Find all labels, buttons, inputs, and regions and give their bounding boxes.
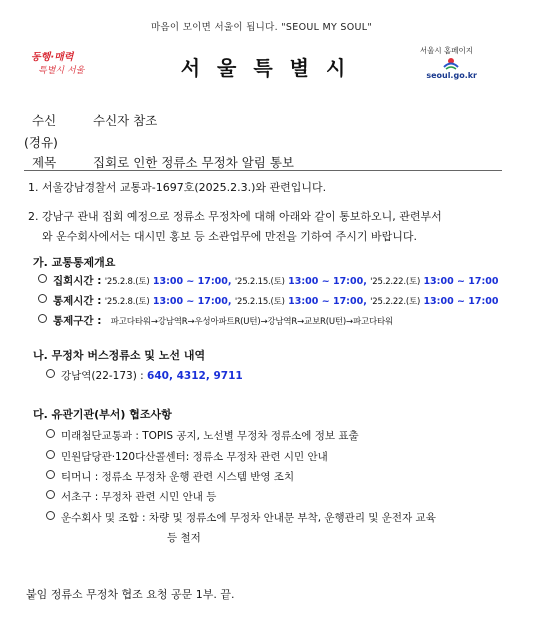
row-label: 통제시간 :: [53, 295, 102, 307]
seoul-symbol-icon: [442, 56, 460, 70]
list-item: [46, 428, 359, 443]
date-1: '25.2.8.(토): [104, 297, 150, 307]
date-2: '25.2.15.(토): [234, 277, 285, 287]
paragraph-1: 1. 서울강남경찰서 교통과-1697호(2025.2.3.)와 관련입니다.: [28, 181, 327, 194]
list-item-text: 운수회사 및 조합 : 차량 및 정류소에 무정차 안내문 부착, 운행관리 및 운전자 교육: [61, 512, 436, 524]
attachment-note: 붙임 정류소 무정차 협조 요청 공문 1부. 끝.: [26, 588, 235, 601]
via-key: (경유): [24, 135, 58, 150]
no-stop-bus-stop: [46, 368, 243, 383]
paragraph-2-line-1: 2. 강남구 관내 집회 예정으로 정류소 무정차에 대해 아래와 같이 통보하오니, 관련부서: [28, 210, 442, 223]
recipient-key: 수신: [32, 113, 57, 128]
date-3: '25.2.22.(토): [370, 277, 421, 287]
control-row-rally-time: [38, 273, 499, 288]
row-label: 집회시간 :: [53, 275, 102, 287]
homepage-url[interactable]: seoul.go.kr: [426, 71, 477, 80]
route-value: 파고다타워→강남역R→우성아파트R(U턴)→강남역R→교보R(U턴)→파고다타워: [110, 317, 394, 327]
time-1: 13:00 ~ 17:00,: [152, 296, 232, 307]
list-item: [46, 469, 294, 484]
time-2: 13:00 ~ 17:00,: [288, 296, 367, 307]
list-item: [46, 510, 436, 525]
circle-bullet-icon: [46, 429, 55, 438]
row-label: 통제구간 :: [53, 315, 102, 327]
list-item-text: 미래첨단교통과 : TOPIS 공지, 노선별 무정차 정류소에 정보 표출: [61, 430, 359, 442]
time-2: 13:00 ~ 17:00,: [288, 276, 367, 287]
section-da-title: 다. 유관기관(부서) 협조사항: [33, 408, 172, 421]
date-3: '25.2.22.(토): [370, 297, 421, 307]
circle-bullet-icon: [46, 470, 55, 479]
section-na-title: 나. 무정차 버스정류소 및 노선 내역: [33, 349, 206, 362]
subject-key: 제목: [32, 155, 57, 170]
time-1: 13:00 ~ 17:00,: [152, 276, 232, 287]
slogan: 마음이 모이면 서울이 됩니다. "SEOUL MY SOUL": [150, 22, 373, 33]
circle-bullet-icon: [46, 511, 55, 520]
list-item-text: 민원담당관·120다산콜센터: 정류소 무정차 관련 시민 안내: [61, 451, 328, 463]
circle-bullet-icon: [46, 369, 55, 378]
svg-text:동행·매력: 동행·매력: [31, 52, 74, 63]
date-1: '25.2.8.(토): [104, 277, 150, 287]
recipient-value: 수신자 참조: [93, 113, 158, 128]
paragraph-2-line-2: 와 운수회사에서는 대시민 홍보 등 소관업무에 만전을 기하여 주시기 바랍니다.: [42, 230, 417, 243]
circle-bullet-icon: [46, 490, 55, 499]
section-ga-title: 가. 교통통제개요: [33, 256, 116, 269]
list-item-continuation: 등 철저: [167, 532, 201, 544]
stop-name: 강남역(22-173) :: [61, 370, 144, 382]
circle-bullet-icon: [38, 274, 47, 283]
control-row-control-time: [38, 293, 499, 308]
time-3: 13:00 ~ 17:00: [423, 296, 499, 307]
circle-bullet-icon: [38, 294, 47, 303]
date-2: '25.2.15.(토): [234, 297, 285, 307]
circle-bullet-icon: [38, 314, 47, 323]
homepage-label: 서울시 홈페이지: [419, 46, 473, 55]
list-item: [46, 489, 216, 504]
svg-text:특별시 서울: 특별시 서울: [38, 66, 85, 76]
list-item-text: 서초구 : 무정차 관련 시민 안내 등: [61, 491, 217, 503]
list-item-text: 티머니 : 정류소 무정차 운행 관련 시스템 반영 조치: [61, 471, 295, 483]
control-row-route: [38, 313, 393, 328]
divider: [24, 170, 502, 171]
route-numbers: 640, 4312, 9711: [147, 370, 243, 382]
list-item: [46, 449, 328, 464]
org-title: 서울특별시: [180, 56, 363, 80]
circle-bullet-icon: [46, 450, 55, 459]
time-3: 13:00 ~ 17:00: [423, 276, 499, 287]
subject-value: 집회로 인한 정류소 무정차 알림 통보: [93, 155, 294, 170]
